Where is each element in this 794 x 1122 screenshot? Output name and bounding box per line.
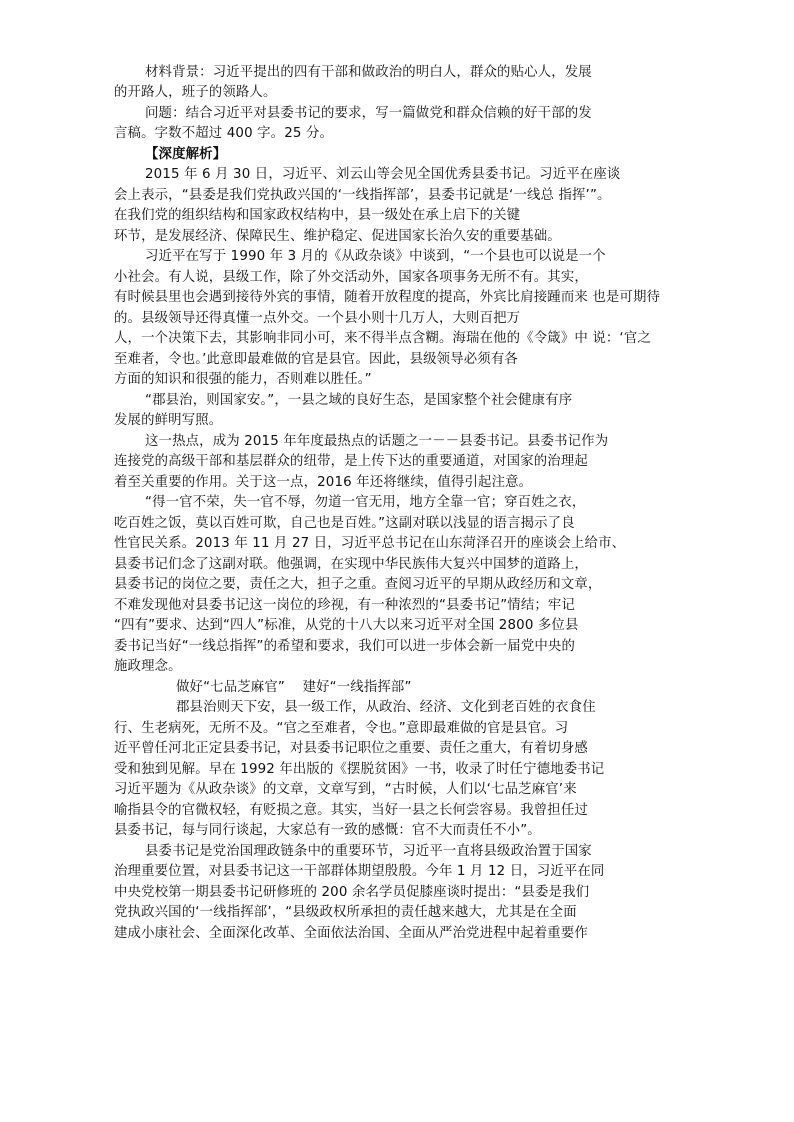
- text-line: “郡县治，则国家安。”，一县之域的良好生态，是国家整个社会健康有序: [145, 393, 573, 408]
- text-line: 行、生老病死，无所不及。“官之至难者，令也。”意即最难做的官是县官。习: [114, 721, 569, 736]
- text-line: 县委书记是党治国理政链条中的重要环节，习近平一直将县级政治置于国家: [145, 844, 592, 859]
- text-line: 性官民关系。2013 年 11 月 27 日，习近平总书记在山东菏泽召开的座谈会上给市、: [114, 536, 626, 551]
- text-line: 建成小康社会、全面深化改革、全面依法治国、全面从严治党进程中起着重要作: [114, 926, 588, 941]
- text-line: “四有”要求、达到“四人”标准，从党的十八大以来习近平对全国 2800 多位县: [114, 618, 579, 633]
- text-line: 中央党校第一期县委书记研修班的 200 余名学员促膝座谈时提出：“县委是我们: [114, 885, 590, 900]
- text-line: 小社会。有人说，县级工作，除了外交活动外，国家各项事务无所不有。其实，: [114, 270, 588, 285]
- text-line: 县委书记们念了这副对联。他强调，在实现中华民族伟大复兴中国梦的道路上，: [114, 557, 588, 572]
- subheading: 做好“七品芝麻官” 建好“一线指挥部”: [176, 680, 412, 695]
- text-line: 近平曾任河北正定县委书记，对县委书记职位之重要、责任之重大，有着切身感: [114, 741, 588, 756]
- text-line: 治理重要位置，对县委书记这一干部群体期望殷殷。今年 1 月 12 日，习近平在同: [114, 864, 605, 879]
- text-line: 喻指县令的官微权轻，有贬损之意。其实，当好一县之长何尝容易。我曾担任过: [114, 803, 588, 818]
- text-line: 有时候县里也会遇到接待外宾的事情，随着开放程度的提高，外宾比肩接踵而来 也是可期待: [114, 290, 661, 305]
- text-line: 着至关重要的作用。关于这一点，2016 年还将继续，值得引起注意。: [114, 475, 533, 490]
- text-line: 至难者，令也。’此意即最难做的官是县官。因此，县级领导必须有各: [114, 352, 518, 367]
- text-line: “得一官不荣，失一官不辱，勿道一官无用，地方全靠一官；穿百姓之衣，: [145, 495, 586, 510]
- section-heading: 【深度解析】: [145, 147, 227, 162]
- text-line: 言稿。字数不超过 400 字。25 分。: [114, 126, 334, 141]
- text-line: 在我们党的组织结构和国家政权结构中，县一级处在承上启下的关键: [114, 208, 521, 223]
- text-line: 的。县级领导还得真懂一点外交。一个县小则十几万人，大则百把万: [114, 311, 521, 326]
- text-line: 环节，是发展经济、保障民生、维护稳定、促进国家长治久安的重要基础。: [114, 229, 561, 244]
- text-line: 会上表示，“县委是我们党执政兴国的‘一线指挥部’，县委书记就是‘一线总 指挥’”。: [114, 188, 611, 203]
- text-line: 材料背景：习近平提出的四有干部和做政治的明白人，群众的贴心人，发展: [145, 65, 592, 80]
- text-line: 党执政兴国的‘一线指挥部’，“县级政权所承担的责任越来越大，尤其是在全面: [114, 905, 577, 920]
- text-line: 不难发现他对县委书记这一岗位的珍视，有一种浓烈的“县委书记”情结；牢记: [114, 598, 576, 613]
- text-line: 人，一个决策下去，其影响非同小可，来不得半点含糊。海瑞在他的《令箴》中 说：‘官之: [114, 331, 651, 346]
- text-line: 发展的鲜明写照。: [114, 413, 223, 428]
- text-line: 这一热点，成为 2015 年年度最热点的话题之一－－县委书记。县委书记作为: [145, 434, 609, 449]
- text-line: 习近平在写于 1990 年 3 月的《从政杂谈》中谈到，“一个县也可以说是一个: [145, 249, 606, 264]
- text-line: 的开路人，班子的领路人。: [114, 85, 277, 100]
- text-line: 郡县治则天下安，县一级工作，从政治、经济、文化到老百姓的衣食住: [176, 700, 596, 715]
- text-line: 吃百姓之饭，莫以百姓可欺，自己也是百姓。”这副对联以浅显的语言揭示了良: [114, 516, 575, 531]
- text-line: 问题：结合习近平对县委书记的要求，写一篇做党和群众信赖的好干部的发: [145, 106, 592, 121]
- text-line: 施政理念。: [114, 659, 182, 674]
- text-line: 县委书记，每与同行谈起，大家总有一致的感慨：官不大而责任不小”。: [114, 823, 541, 838]
- text-line: 受和独到见解。早在 1992 年出版的《摆脱贫困》一书，收录了时任宁德地委书记: [114, 762, 605, 777]
- text-line: 委书记当好“一线总指挥”的希望和要求，我们可以进一步体会新一届党中央的: [114, 639, 576, 654]
- text-line: 县委书记的岗位之要，责任之大，担子之重。查阅习近平的早期从政经历和文章，: [114, 577, 602, 592]
- text-line: 2015 年 6 月 30 日，习近平、刘云山等会见全国优秀县委书记。习近平在座谈: [145, 167, 621, 182]
- text-line: 习近平题为《从政杂谈》的文章，文章写到，“古时候，人们以‘七品芝麻官’来: [114, 782, 577, 797]
- text-line: 连接党的高级干部和基层群众的纽带，是上传下达的重要通道，对国家的治理起: [114, 454, 588, 469]
- text-line: 方面的知识和很强的能力，否则难以胜任。”: [114, 372, 372, 387]
